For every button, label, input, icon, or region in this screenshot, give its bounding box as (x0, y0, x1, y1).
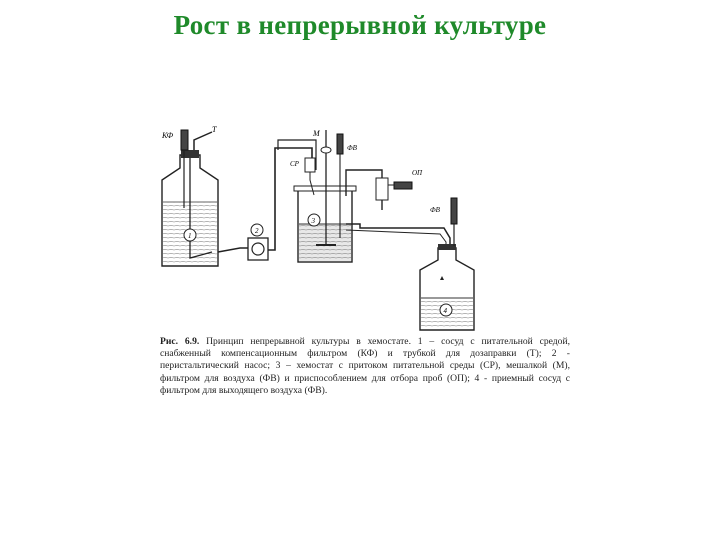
figure-caption (160, 336, 570, 397)
label-1: 1 (188, 232, 192, 240)
figure-ref: Рис. 6.9. (160, 336, 200, 347)
medium-vessel (162, 130, 218, 266)
label-fv-right: ФВ (430, 206, 440, 214)
label-3: 3 (311, 217, 315, 225)
label-sr: СР (290, 160, 299, 168)
label-kf: КФ (162, 131, 174, 140)
label-m: М (313, 129, 320, 138)
label-4: 4 (443, 307, 447, 315)
caption-text: Принцип непрерывной культуры в хемостате. 1 – сосуд с питательной средой, снабженный компенсационным фильтром (КФ) и трубкой для дозаправки (Т); 2 - перистальтический насос; 3 – хемостат с притоком питательной среды (СР), мешалкой (М), фильтром для воздуха (ФВ) и приспособлением для отбора проб (ОП); 4 - приемный сосуд с фильтром для выходящего воздуха (ФВ). (160, 336, 570, 396)
label-op: ОП (412, 169, 423, 177)
chemostat-diagram (150, 120, 580, 340)
label-t: Т (212, 125, 217, 134)
label-2: 2 (255, 227, 259, 235)
label-fv-top: ФВ (347, 144, 357, 152)
slide-title: Рост в непрерывной культуре (173, 10, 547, 40)
